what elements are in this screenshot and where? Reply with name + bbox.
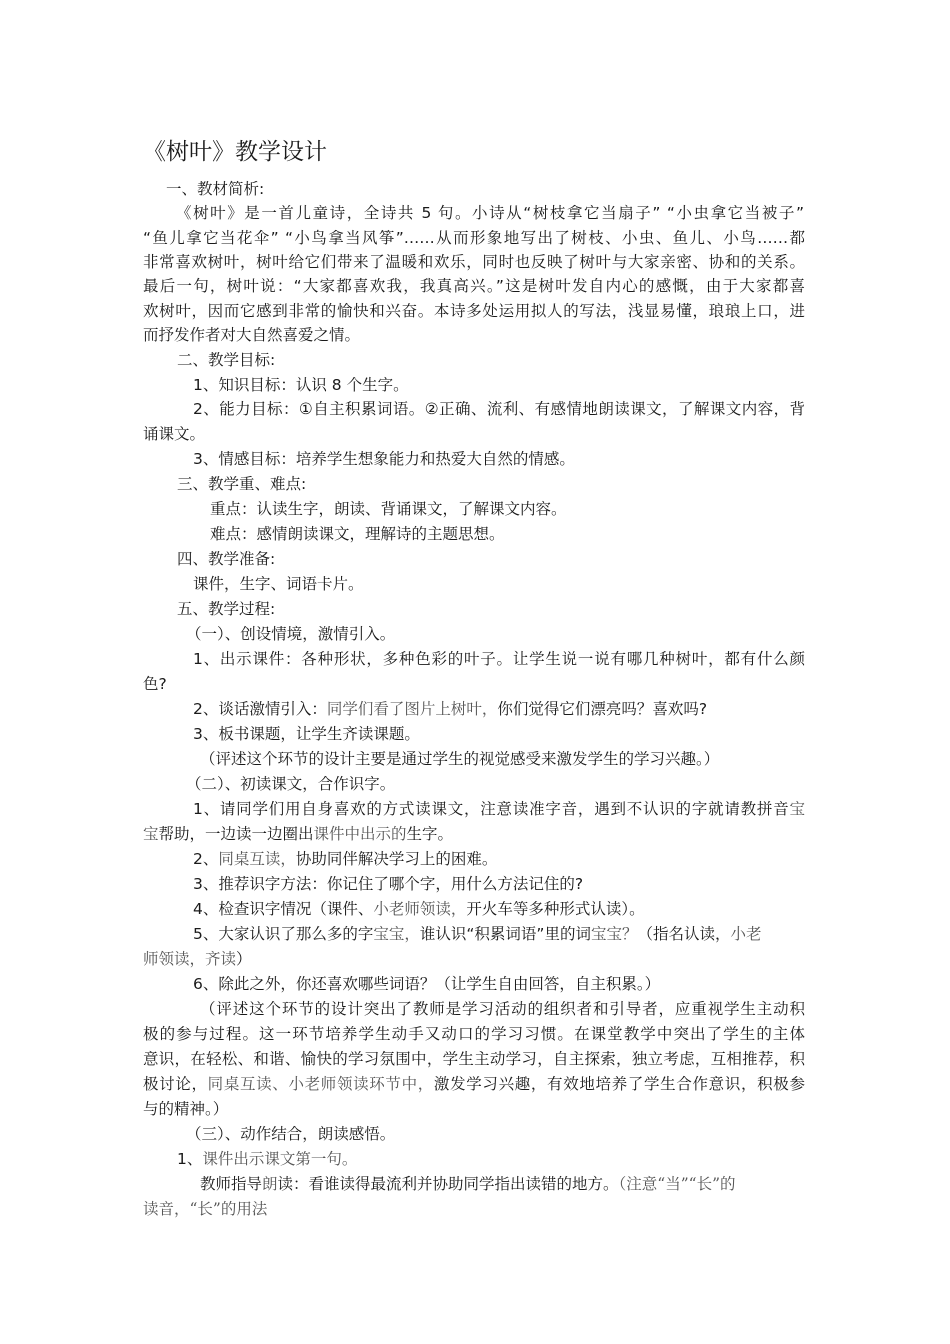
part-2-item-5b-serif: 师领读，齐读 bbox=[143, 950, 237, 968]
part-2-item-5-mid: 谁认识“积累词语”里的词 bbox=[419, 925, 591, 943]
part-2-item-5b-post: ） bbox=[236, 950, 252, 968]
part-2-item-1-serif: 宝 bbox=[789, 800, 805, 818]
part-3-item-1-serif: 课件出示课文第一句。 bbox=[202, 1150, 358, 1168]
s1-line-4: 最后一句，树叶说：“大家都喜欢我，我真高兴。”这是树叶发自内心的感慨，由于大家都喜 bbox=[143, 277, 805, 295]
part-2-item-2 bbox=[193, 847, 497, 871]
part-2-review-line-3: 意识，在轻松、和谐、愉快的学习氛围中，学生主动学习，自主探索，独立考虑，互相推荐，积 bbox=[143, 1050, 805, 1068]
part-2-item-1-line-1 bbox=[193, 797, 805, 821]
part-2-item-2-suffix: 协助同伴解决学习上的困难。 bbox=[295, 850, 498, 868]
part-1-item-1-line-1: 1、出示课件：各种形状，多种色彩的叶子。让学生说一说有哪几种树叶，都有什么颜 bbox=[193, 650, 805, 668]
part-3-t1-pre: 教师指导 bbox=[200, 1175, 263, 1193]
goal-1: 1、知识目标：认识 8 个生字。 bbox=[193, 376, 409, 394]
part-3-item-1 bbox=[177, 1147, 357, 1171]
part-1-review: （评述这个环节的设计主要是通过学生的视觉感受来激发学生的学习兴趣。） bbox=[200, 750, 720, 768]
part-3-t1-mid: 读：看谁读得最流利并协助同学指出读错的地方。 bbox=[277, 1175, 619, 1193]
part-1-heading: （一）、创设情境，激情引入。 bbox=[186, 625, 396, 643]
part-2-review-line-5: 与的精神。） bbox=[143, 1100, 229, 1118]
part-1-item-3: 3、板书课题，让学生齐读课题。 bbox=[193, 725, 420, 743]
part-2-item-5-line-1 bbox=[193, 922, 762, 946]
part-2-item-6: 6、除此之外，你还喜欢哪些词语？（让学生自由回答，自主积累。） bbox=[193, 975, 661, 993]
key-point: 重点：认读生字，朗读、背诵课文，了解课文内容。 bbox=[210, 500, 567, 518]
part-3-t2-serif: 读音，“长”的用法 bbox=[143, 1200, 268, 1218]
section-5-heading: 五、教学过程: bbox=[177, 600, 276, 618]
part-1-item-2-suffix: 你们觉得它们漂亮吗？喜欢吗? bbox=[497, 700, 708, 718]
preparation: 课件，生字、词语卡片。 bbox=[193, 575, 364, 593]
part-2-item-5-prefix: 5、大家认识了那么多的字 bbox=[193, 925, 374, 943]
part-1-item-1-line-2: 色? bbox=[143, 675, 167, 693]
part-1-item-2 bbox=[193, 697, 707, 721]
part-2-review-line-1: （评述这个环节的设计突出了教师是学习活动的组织者和引导者，应重视学生主动积 bbox=[200, 1000, 805, 1018]
goal-2-line-2: 诵课文。 bbox=[143, 425, 206, 443]
s1-line-3: 非常喜欢树叶，树叶给它们带来了温暖和欢乐，同时也反映了树叶与大家亲密、协和的关系。 bbox=[143, 253, 805, 271]
part-2-item-5-serif-2: 宝宝？ bbox=[590, 925, 638, 943]
part-2-item-2-prefix: 2、 bbox=[193, 850, 219, 868]
goal-2-line-1: 2、能力目标：①自主积累词语。②正确、流利、有感情地朗读课文，了解课文内容，背 bbox=[193, 400, 805, 418]
part-2-item-5-line-2 bbox=[143, 947, 252, 971]
page-title: 《树叶》教学设计 bbox=[143, 139, 327, 165]
part-2-item-1-line-2 bbox=[143, 822, 453, 846]
s1-line-2: “鱼儿拿它当花伞” “小鸟拿当风筝”……从而形象地写出了树枝、小虫、鱼儿、小鸟……都 bbox=[143, 229, 805, 247]
s1-line-6: 而抒发作者对大自然喜爱之情。 bbox=[143, 326, 361, 344]
section-4-heading: 四、教学准备: bbox=[177, 550, 276, 568]
part-3-teacher-line-2 bbox=[143, 1197, 267, 1221]
part-2-item-4 bbox=[193, 897, 645, 921]
section-1-heading: 一、教材简析: bbox=[166, 180, 265, 198]
part-3-teacher-line-1 bbox=[200, 1172, 736, 1196]
part-2-item-4-prefix: 4、检查识字情况（课件、 bbox=[193, 900, 374, 918]
part-2-item-1-text: 1、请同学们用自身喜欢的方式读课文，注意读准字音，遇到不认识的字就请教拼音 bbox=[193, 800, 790, 818]
part-2-item-5-serif-3: 小老 bbox=[730, 925, 762, 943]
part-2-review-line-4 bbox=[143, 1072, 805, 1096]
part-2-item-5-mid-2: （指名认读， bbox=[637, 925, 731, 943]
s1-line-5: 欢树叶，因而它感到非常的愉快和兴奋。本诗多处运用拟人的写法，浅显易懂，琅琅上口，进 bbox=[143, 302, 805, 320]
part-2-item-1b-serif-2: 课件中出示的 bbox=[313, 825, 407, 843]
part-2-review-line-2: 极的参与过程。这一环节培养学生动手又动口的学习习惯。在课堂教学中突出了学生的主体 bbox=[143, 1025, 805, 1043]
part-2-item-1b-serif-1: 宝 bbox=[143, 825, 159, 843]
part-2-item-4-suffix: 开火车等多种形式认读）。 bbox=[466, 900, 645, 918]
part-2-item-5-serif-1: 宝宝， bbox=[373, 925, 420, 943]
part-2-review-4-post: 激发学习兴趣，有效地培养了学生合作意识，积极参 bbox=[433, 1075, 805, 1093]
section-2-heading: 二、教学目标: bbox=[177, 351, 276, 369]
part-2-item-1b-mid: 帮助，一边读一边圈出 bbox=[158, 825, 314, 843]
part-2-review-4-serif: 同桌互读、小老师领读环节中， bbox=[207, 1075, 434, 1093]
part-2-item-4-serif: 小老师领读， bbox=[373, 900, 467, 918]
part-3-item-1-prefix: 1、 bbox=[177, 1150, 203, 1168]
part-2-review-4-pre: 极讨论， bbox=[143, 1075, 208, 1093]
difficult-point: 难点：感情朗读课文，理解诗的主题思想。 bbox=[210, 525, 505, 543]
part-2-heading: （二）、初读课文，合作识字。 bbox=[186, 775, 396, 793]
part-3-t1-serif: 朗 bbox=[262, 1175, 278, 1193]
section-3-heading: 三、教学重、难点: bbox=[177, 475, 307, 493]
part-2-item-1b-post: 生字。 bbox=[406, 825, 454, 843]
part-3-t1-serif-2: （注意“当”“长”的 bbox=[618, 1175, 736, 1193]
s1-line-1: 《树叶》是一首儿童诗，全诗共 5 句。小诗从“树枝拿它当扇子” “小虫拿它当被子” bbox=[176, 204, 804, 222]
part-2-item-2-serif: 同桌互读， bbox=[218, 850, 296, 868]
part-2-item-3: 3、推荐识字方法：你记住了哪个字，用什么方法记住的? bbox=[193, 875, 584, 893]
part-1-item-2-serif: 同学们看了图片上树叶， bbox=[326, 700, 498, 718]
part-1-item-2-prefix: 2、谈话激情引入： bbox=[193, 700, 327, 718]
part-3-heading: （三）、动作结合，朗读感悟。 bbox=[186, 1125, 396, 1143]
goal-3: 3、情感目标：培养学生想象能力和热爱大自然的情感。 bbox=[193, 450, 575, 468]
